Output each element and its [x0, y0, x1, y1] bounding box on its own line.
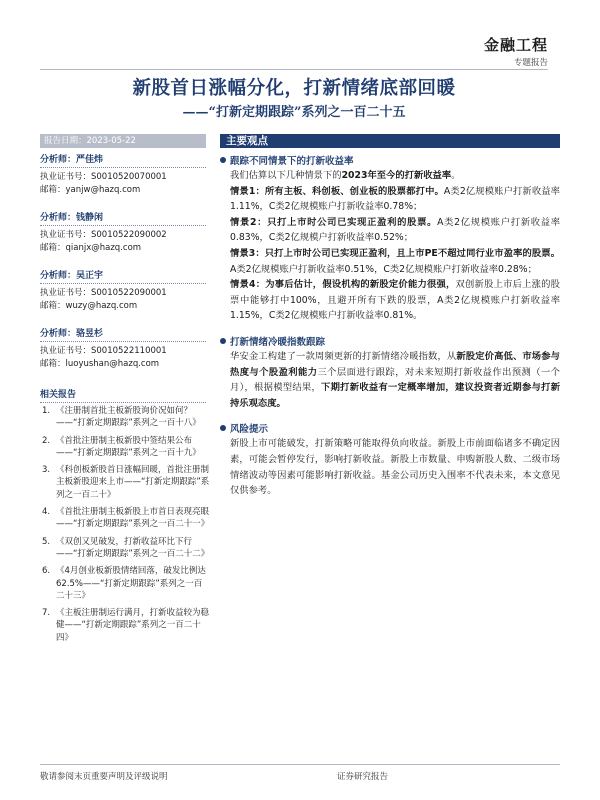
- analyst-name: 分析师：严佳炜: [40, 152, 206, 168]
- bullet-icon: [220, 338, 226, 344]
- analyst-cert: 执业证书号：S0010522090002: [40, 230, 167, 240]
- header-divider: [40, 69, 548, 70]
- related-report-text: 《注册制首批主板新股询价况如何？——“打新定期跟踪”系列之一百十八》: [56, 406, 201, 429]
- related-reports-title: 相关报告: [40, 387, 206, 403]
- related-report-text: 《首批注册制主板新股中签结果公布——“打新定期跟踪”系列之一百十九》: [56, 435, 201, 458]
- analyst-email[interactable]: 邮箱：qianjx@hazq.com: [40, 242, 142, 253]
- scenario-label: 情景4：为事后估计，假设机构的新股定价能力很强，: [230, 279, 456, 291]
- para-text: 华安金工构建了一款周频更新的打新情绪冷暖指数，从: [230, 350, 457, 362]
- related-report-text: 《双创又见破发，打新收益环比下行——“打新定期跟踪”系列之一百二十二》: [56, 536, 210, 559]
- analyst-name: 分析师：吴正宇: [40, 268, 206, 284]
- related-report-number: 2.: [42, 435, 51, 446]
- point-heading-text: 风险提示: [230, 424, 269, 436]
- point-heading: [220, 421, 560, 435]
- point-heading-text: 打新情绪冷暖指数跟踪: [230, 336, 326, 348]
- analyst-card: [40, 210, 206, 268]
- analyst-name: 分析师：骆昱杉: [40, 326, 206, 342]
- intro-text: 我们估算以下几种情景下的: [230, 170, 342, 181]
- section-title-main-points: 主要观点: [220, 134, 560, 148]
- footer-disclaimer: 敬请参阅末页重要声明及评级说明: [40, 772, 168, 782]
- report-subtitle: ——“打新定期跟踪”系列之一百二十五: [182, 105, 406, 120]
- bullet-icon: [220, 157, 226, 163]
- scenario-2: [220, 215, 560, 246]
- analyst-cert: 执业证书号：S0010522110001: [40, 346, 167, 356]
- point-ipo-returns: [220, 153, 560, 324]
- analyst-cert: 执业证书号：S0010520070001: [40, 172, 167, 182]
- scenario-text: A类2亿规模账户打新收益率1.11%，C类2亿规模账户打新收益率0.78%；: [230, 185, 560, 213]
- para-conclusion: 下期打新收益有一定概率增加，建议投资者近期参与打新持乐观态度。: [230, 382, 560, 409]
- analyst-card: [40, 326, 206, 384]
- scenario-label: 情景3：只打上市时公司已实现正盈利，且上市PE不超过同行业市盈率的股票。: [230, 247, 560, 259]
- related-report-text: 《科创板新股首日涨幅回暖，首批注册制主板新股迎来上市——“打新定期跟踪”系列之一百二十》: [56, 465, 210, 500]
- report-title: 新股首日涨幅分化，打新情绪底部回暖: [132, 78, 456, 99]
- scenario-3: [220, 246, 560, 277]
- scenario-label: 情景1：所有主板、科创板、创业板的股票都打中。: [230, 185, 444, 197]
- point-risk: [220, 421, 560, 498]
- related-report-item[interactable]: [40, 464, 210, 501]
- related-report-item[interactable]: [40, 607, 210, 644]
- point-sentiment-index: [220, 334, 560, 411]
- related-report-number: 3.: [42, 465, 51, 476]
- related-report-item[interactable]: [40, 506, 210, 531]
- scenario-intro: [220, 168, 560, 184]
- footer-report-label: 证券研究报告: [336, 772, 388, 782]
- related-report-item[interactable]: [40, 435, 210, 460]
- analyst-cert: 执业证书号：S0010522090001: [40, 288, 167, 298]
- related-report-item[interactable]: [40, 565, 210, 602]
- brand-title: 金融工程: [483, 36, 548, 54]
- point-heading-text: 跟踪不同情景下的打新收益率: [230, 156, 354, 167]
- related-report-text: 《首批注册制主板新股上市首日表现亮眼——“打新定期跟踪”系列之一百二十一》: [56, 507, 210, 530]
- analyst-email[interactable]: 邮箱：yanjw@hazq.com: [40, 184, 141, 195]
- analyst-card: [40, 268, 206, 326]
- analyst-email[interactable]: 邮箱：wuzy@hazq.com: [40, 300, 138, 311]
- analyst-card: [40, 152, 206, 210]
- related-report-item[interactable]: [40, 405, 210, 430]
- intro-end: 。: [451, 170, 461, 181]
- scenario-text: A类2亿规模账户打新收益率0.51%，C类2亿规模账户打新收益率0.28%；: [230, 263, 537, 275]
- para-text: 三个层面进行跟踪，对未来短期打新收益作出预测（一个月），根据模型结果，: [230, 366, 560, 394]
- scenario-4: [220, 277, 560, 324]
- related-report-number: 6.: [42, 566, 51, 577]
- related-report-item[interactable]: [40, 536, 210, 561]
- main-points: [220, 153, 560, 509]
- point-heading: [220, 334, 560, 348]
- scenario-label: 情景2：只打上市时公司已实现正盈利的股票。: [230, 216, 438, 228]
- report-type: 专题报告: [513, 58, 548, 68]
- scenario-1: [220, 184, 560, 215]
- footer-divider: [40, 764, 560, 765]
- analyst-list: [40, 152, 206, 384]
- report-date: 报告日期：2023-05-22: [40, 134, 206, 148]
- analyst-email[interactable]: 邮箱：luoyushan@hazq.com: [40, 358, 160, 369]
- related-report-number: 7.: [42, 608, 51, 619]
- para-emphasis: 新股定价高低、市场参与热度与个股盈利能力: [230, 350, 560, 378]
- risk-paragraph: 新股上市可能破发，打新策略可能取得负向收益。新股上市前面临诸多不确定因素，可能会暂停发行，影响打新收益。新股上市数量、申购新股人数、二级市场情绪波动等因素可能影响打新收益。基金公司历史入围率不代表未来，本文意见仅供参考。: [230, 438, 560, 497]
- scenario-text: 双创新股上市后上涨的股票中能够打中100%，且避开所有下跌的股票，A类2亿规模账户打新收益率1.15%，C类2亿规模账户打新收益率0.81%。: [230, 279, 560, 322]
- sentiment-paragraph: [220, 349, 560, 411]
- related-report-text: 《主板注册制运行满月，打新收益较为稳健——“打新定期跟踪”系列之一百二十四》: [56, 608, 210, 643]
- related-report-text: 《4月创业板新股情绪回落，破发比例达62.5%——“打新定期跟踪”系列之一百二十三》: [56, 566, 206, 601]
- analyst-name: 分析师：钱静闲: [40, 210, 206, 226]
- intro-emphasis: 2023年至今的打新收益率: [341, 170, 452, 181]
- point-heading: [220, 153, 560, 167]
- related-reports-list: [40, 405, 210, 649]
- related-report-number: 4.: [42, 507, 51, 518]
- bullet-icon: [220, 425, 226, 431]
- scenario-text: A类2亿规模账户打新收益率0.83%，C类2亿规模户打新收益率0.52%；: [230, 216, 560, 244]
- related-report-number: 5.: [42, 536, 51, 547]
- related-report-number: 1.: [42, 406, 51, 416]
